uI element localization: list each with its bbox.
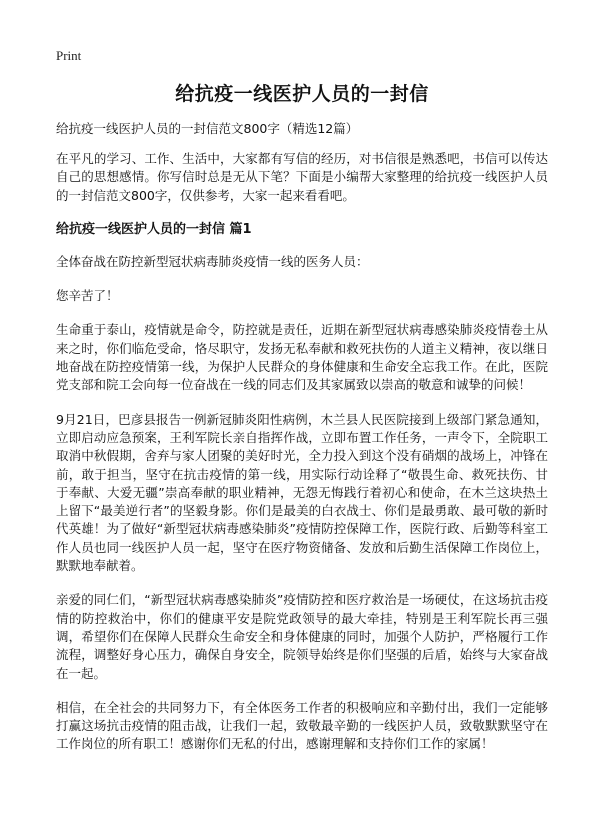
letter-paragraph: 亲爱的同仁们，“新型冠状病毒感染肺炎”疫情防控和医疗救治是一场硬仗，在这场抗击疫情的防控救治中，你们的健康平安是院党政领导的最大牵挂，特别是王利军院长再三强调，希望你们在保障人民群众生命安全和身体健康的同时，加强个人防护，严格履行工作流程，调整好身心压力，确保自身安全，院领导始终是你们坚强的后盾，始终与大家奋战在一起。 [56,592,548,681]
letter-paragraph: 相信，在全社会的共同努力下，有全体医务工作者的积极响应和辛勤付出，我们一定能够打赢这场抗击疫情的阻击战，让我们一起，致敬最辛勤的一线医护人员，致敬默默坚守在工作岗位的所有职工！感谢你们无私的付出，感谢理解和支持你们工作的家属！ [56,699,548,752]
print-link[interactable]: Print [56,48,82,63]
document-body [56,82,548,770]
intro-paragraph: 在平凡的学习、工作、生活中，大家都有写信的经历，对书信很是熟悉吧，书信可以传达自己的思想感情。你写信时总是无从下笔？下面是小编帮大家整理的给抗疫一线医护人员的一封信范文800字，仅供参考，大家一起来看看吧。 [56,151,548,203]
page-title: 给抗疫一线医护人员的一封信 [175,83,429,105]
document-subtitle: 给抗疫一线医护人员的一封信范文800字（精选12篇） [56,121,359,136]
section-heading: 给抗疫一线医护人员的一封信 篇1 [56,221,252,237]
letter-paragraph: 9月21日，巴彦县报告一例新冠肺炎阳性病例，木兰县人民医院接到上级部门紧急通知，立即启动应急预案，王利军院长亲自指挥作战，立即布置工作任务，一声令下，全院职工取消中秋假期，舍弃与家人团聚的美好时光，全力投入到这个没有硝烟的战场上，冲锋在前，敢于担当，坚守在抗击疫情的第一线，用实际行动诠释了“敬畏生命、救死扶伤、甘于奉献、大爱无疆”崇高奉献的职业精神，无怨无悔践行着初心和使命，在木兰这块热土上留下“最美逆行者”的坚毅身影。你们是最美的白衣战士、你们是最勇敢、最可敬的新时代英雄！为了做好“新型冠状病毒感染肺炎”疫情防控保障工作，医院行政、后勤等科室工作人员也同一线医护人员一起，坚守在医疗物资储备、发放和后勤生活保障工作岗位上，默默地奉献着。 [56,411,548,574]
letter-paragraph: 生命重于泰山，疫情就是命令，防控就是责任，近期在新型冠状病毒感染肺炎疫情卷土从来之时，你们临危受命，恪尽职守，发扬无私奉献和救死扶伤的人道主义精神，夜以继日地奋战在防控疫情第一线，为保护人民群众的身体健康和生命安全忘我工作。在此，医院党支部和院工会向每一位奋战在一线的同志们及其家属致以崇高的敬意和诚挚的问候！ [56,322,548,393]
letter-salutation: 全体奋战在防控新型冠状病毒肺炎疫情一线的医务人员： [56,253,369,269]
letter-greeting: 您辛苦了！ [56,288,119,304]
